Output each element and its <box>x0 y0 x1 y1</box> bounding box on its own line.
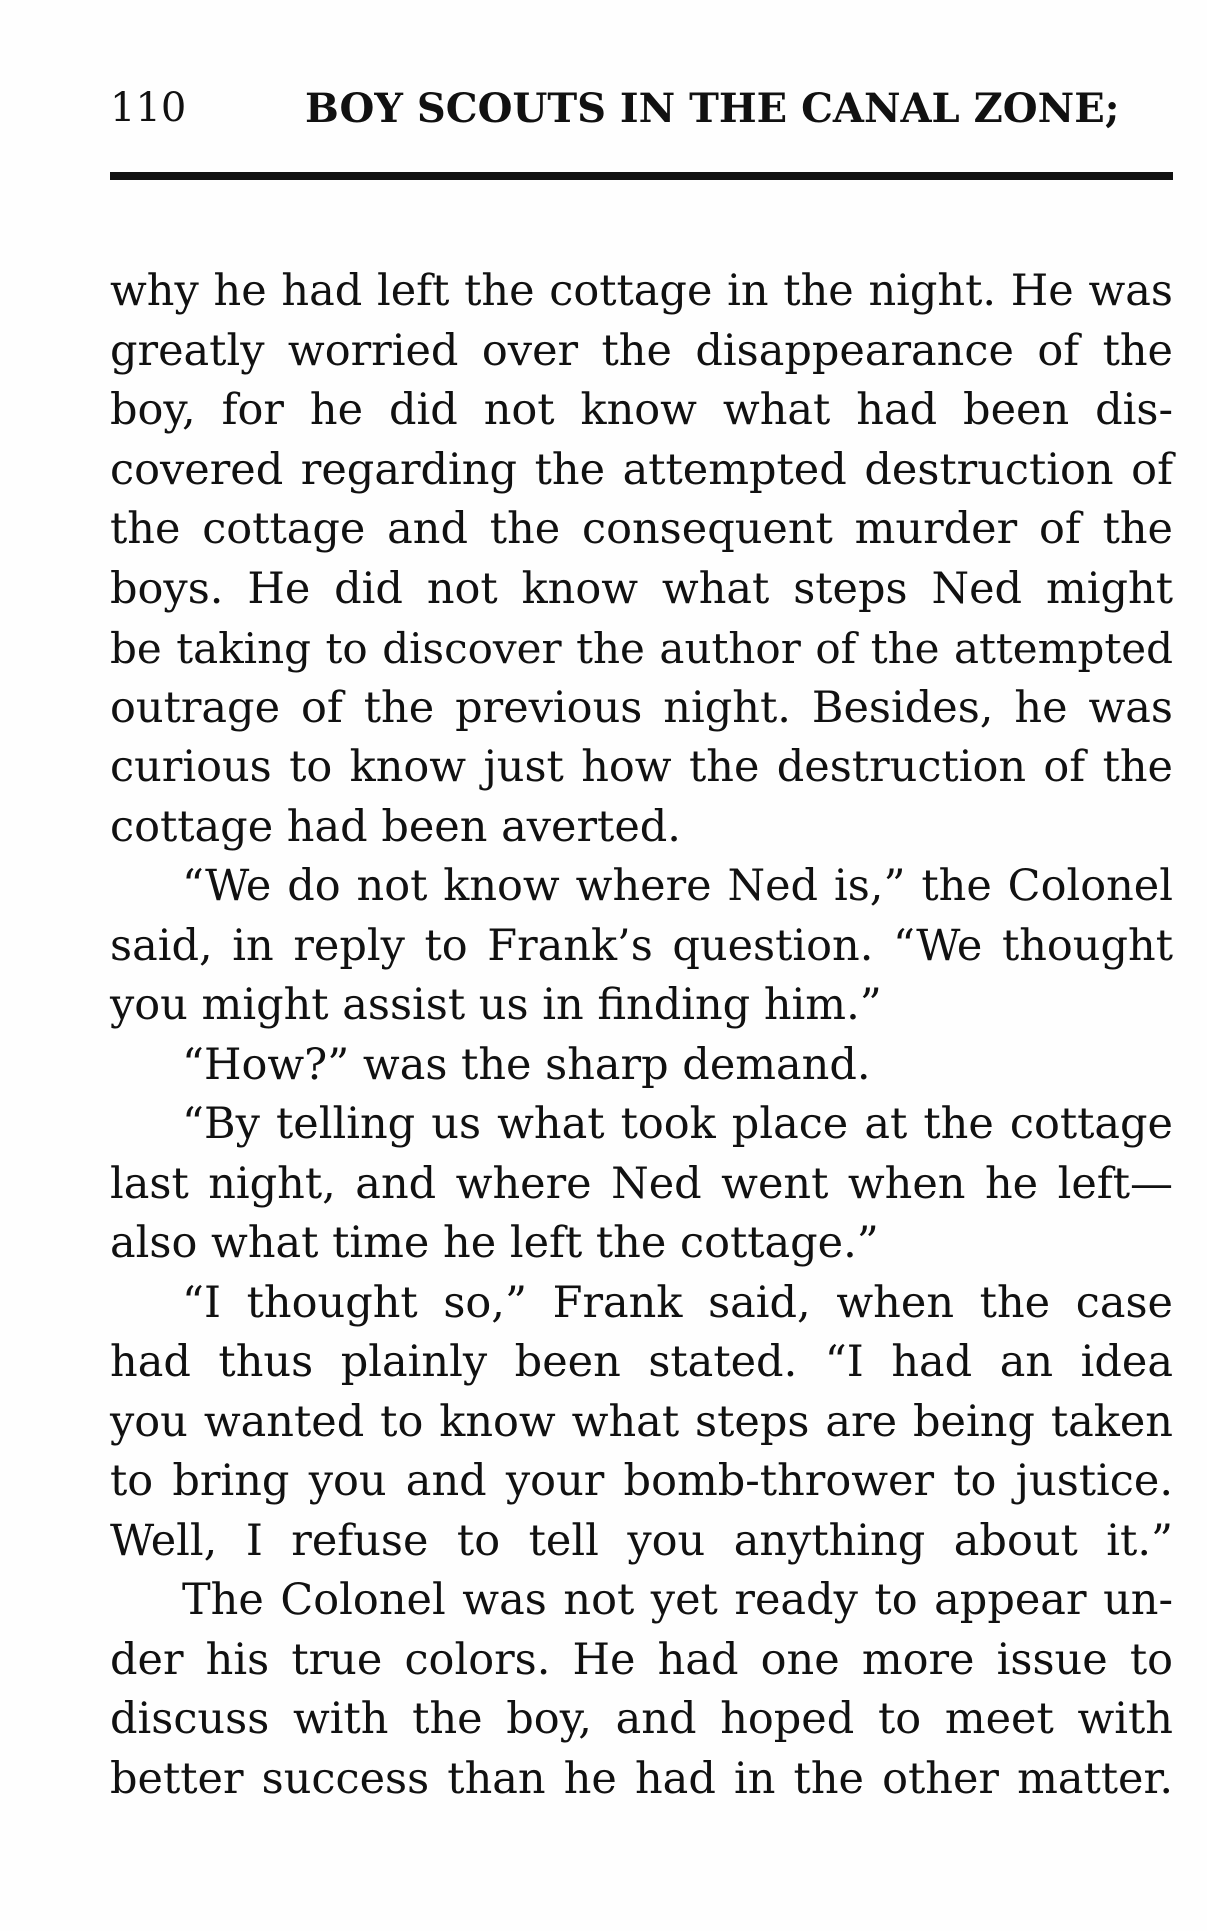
text-line: outrage of the previous night. Besides, he was <box>110 682 1173 733</box>
text-line: boy, for he did not know what had been dis- <box>110 385 1173 435</box>
text-line: “We do not know where Ned is,” the Colonel <box>182 861 1173 911</box>
text-line: The Colonel was not yet ready to appear un- <box>182 1575 1173 1625</box>
text-line: “How?” was the sharp demand. <box>182 1039 871 1090</box>
text-line: cottage had been averted. <box>110 801 681 852</box>
text-line: you wanted to know what steps are being taken <box>110 1396 1173 1447</box>
text-line: the cottage and the consequent murder of the <box>110 504 1173 554</box>
text-line: greatly worried over the disappearance of the <box>110 325 1173 376</box>
text-line: “By telling us what took place at the cottage <box>182 1099 1173 1149</box>
text-line: last night, and where Ned went when he left— <box>110 1158 1173 1209</box>
text-line: curious to know just how the destruction of the <box>110 742 1173 792</box>
text-line: to bring you and your bomb-thrower to justice. <box>110 1456 1173 1506</box>
page-number: 110 <box>110 85 187 131</box>
text-line: had thus plainly been stated. “I had an idea <box>110 1337 1173 1387</box>
text-line: why he had left the cottage in the night. He was <box>110 266 1173 316</box>
text-line: said, in reply to Frank’s question. “We thought <box>110 920 1173 971</box>
text-line: boys. He did not know what steps Ned might <box>110 563 1173 614</box>
text-line: you might assist us in finding him.” <box>110 980 882 1030</box>
text-line: also what time he left the cottage.” <box>110 1218 879 1268</box>
text-line: covered regarding the attempted destruction of <box>110 444 1173 495</box>
page-header <box>110 85 1170 145</box>
text-line: “I thought so,” Frank said, when the case <box>182 1277 1173 1328</box>
text-line: der his true colors. He had one more issue to <box>110 1634 1173 1685</box>
body-text <box>110 262 1173 1809</box>
text-line: better success than he had in the other matter. <box>110 1753 1173 1804</box>
running-title: BOY SCOUTS IN THE CANAL ZONE; <box>305 85 1120 132</box>
text-line: Well, I refuse to tell you anything about it.” <box>110 1515 1173 1566</box>
text-line: discuss with the boy, and hoped to meet with <box>110 1694 1173 1744</box>
header-rule <box>110 172 1173 180</box>
text-line: be taking to discover the author of the attempted <box>110 624 1173 673</box>
